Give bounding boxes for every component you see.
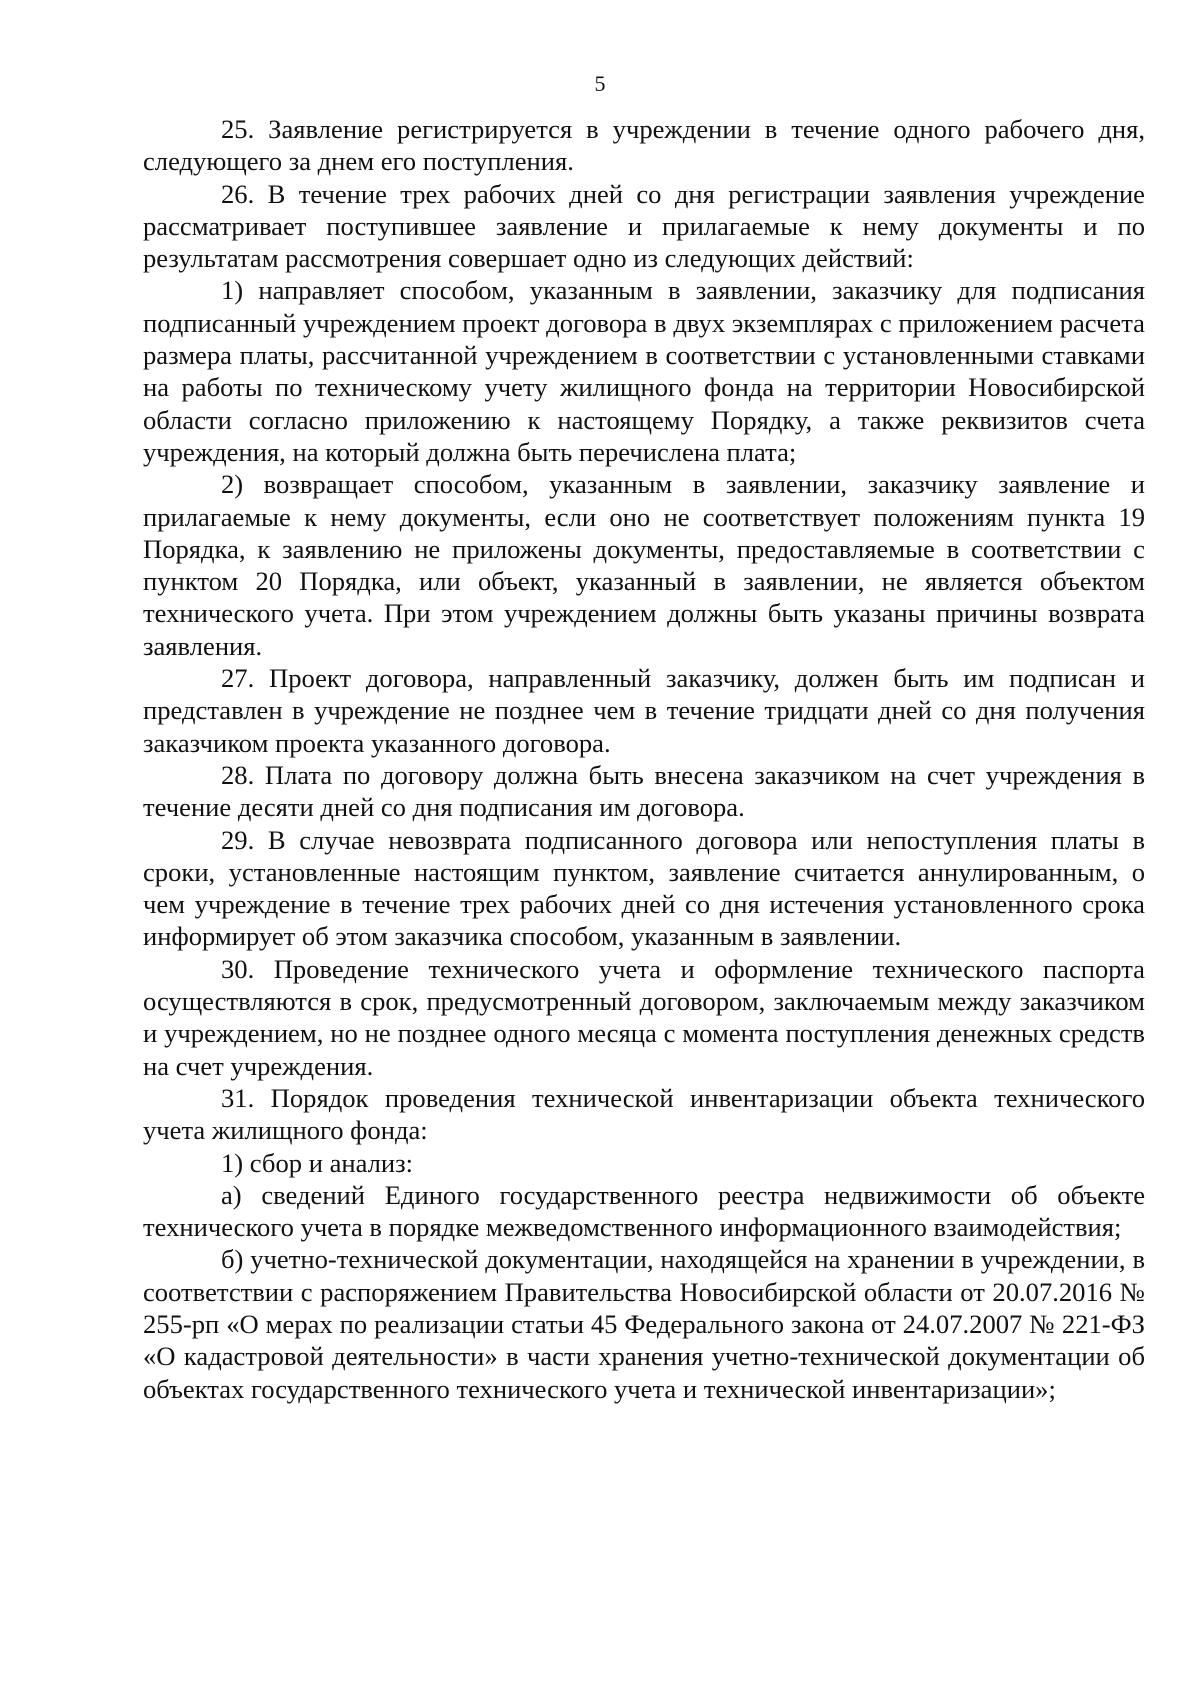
document-body xyxy=(143,113,1145,1405)
paragraph-28: 28. Плата по договору должна быть внесена заказчиком на счет учреждения в течение десяти дней со дня подписания им договора. xyxy=(143,759,1145,823)
paragraph-31-item-1: 1) сбор и анализ: xyxy=(221,1147,414,1178)
paragraph-27: 27. Проект договора, направленный заказчику, должен быть им подписан и представлен в учреждение не позднее чем в течение тридцати дней со дня получения заказчиком проекта указанного договора. xyxy=(143,663,1145,758)
paragraph-31-item-1b: б) учетно-технической документации, находящейся на хранении в учреждении, в соответствии с распоряжением Правительства Новосибирской области от 20.07.2016 № 255-рп «О мерах по реализации статьи 45 Федерального закона от 24.07.2007 № 221-ФЗ «О кадастровой деятельности» в части хранения учетно-технической документации об объектах государственного технического учета и технической инвентаризации»; xyxy=(143,1244,1145,1404)
paragraph-31: 31. Порядок проведения технической инвентаризации объекта технического учета жилищного фонда: xyxy=(143,1082,1145,1146)
paragraph-26-item-2: 2) возвращает способом, указанным в заявлении, заказчику заявление и прилагаемые к нему документы, если оно не соответствует положениям пункта 19 Порядка, к заявлению не приложены документы, предоставляемые в соответствии с пунктом 20 Порядка, или объект, указанный в заявлении, не является объектом технического учета. При этом учреждением должны быть указаны причины возврата заявления. xyxy=(143,469,1145,661)
paragraph-26-item-1: 1) направляет способом, указанным в заявлении, заказчику для подписания подписанный учреждением проект договора в двух экземплярах с приложением расчета размера платы, рассчитанной учреждением в соответствии с установленными ставками на работы по техническому учету жилищного фонда на территории Новосибирской области согласно приложению к настоящему Порядку, а также реквизитов счета учреждения, на который должна быть перечислена плата; xyxy=(143,275,1145,467)
page-number: 5 xyxy=(594,71,606,96)
paragraph-26: 26. В течение трех рабочих дней со дня регистрации заявления учреждение рассматривает поступившее заявление и прилагаемые к нему документы и по результатам рассмотрения совершает одно из следующих действий: xyxy=(143,178,1145,274)
paragraph-29: 29. В случае невозврата подписанного договора или непоступления платы в сроки, установленные настоящим пунктом, заявление считается аннулированным, о чем учреждение в течение трех рабочих дней со дня истечения установленного срока информирует об этом заказчика способом, указанным в заявлении. xyxy=(143,824,1145,952)
paragraph-30: 30. Проведение технического учета и оформление технического паспорта осуществляются в срок, предусмотренный договором, заключаемым между заказчиком и учреждением, но не позднее одного месяца с момента поступления денежных средств на счет учреждения. xyxy=(143,953,1145,1081)
paragraph-31-item-1a: а) сведений Единого государственного реестра недвижимости об объекте технического учета в порядке межведомственного информационного взаимодействия; xyxy=(143,1179,1145,1243)
paragraph-25: 25. Заявление регистрируется в учреждении в течение одного рабочего дня, следующего за днем его поступления. xyxy=(143,114,1145,177)
